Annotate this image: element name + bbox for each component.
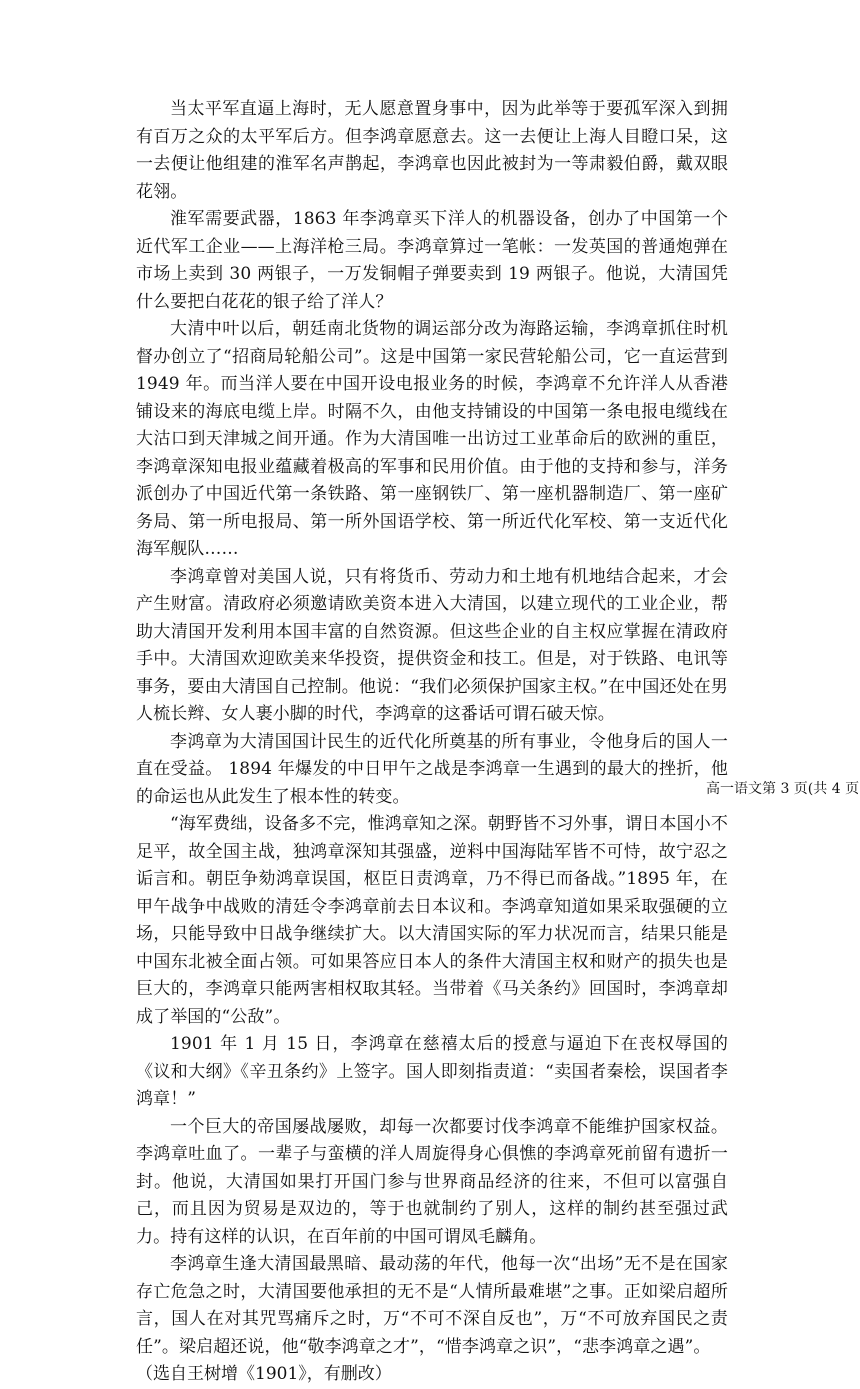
paragraph-5: 李鸿章为大清国国计民生的近代化所奠基的所有事业，令他身后的国人一直在受益。 1894 年爆发的中日甲午之战是李鸿章一生遇到的最大的挫折，他的命运也从此发生了根本性的转变。 bbox=[136, 731, 728, 807]
paragraph-7: 1901 年 1 月 15 日，李鸿章在慈禧太后的授意与逼迫下在丧权辱国的《议和大纲》《辛丑条约》上签字。国人即刻指责道：“卖国者秦桧，误国者李鸿章！” bbox=[136, 1034, 728, 1109]
paragraph-6: “海军费绌，设备多不完，惟鸿章知之深。朝野皆不习外事，谓日本国小不足平，故全国主战，独鸿章深知其强盛，逆料中国海陆军皆不可恃，故宁忍之诟言和。朝臣争劾鸿章误国，枢臣日责鸿章，乃不得已而备战。”1895 年，在甲午战争中战败的清廷令李鸿章前去日本议和。李鸿章知道如果采取强硬的立场，只能导致中日战争继续扩大。以大清国实际的军力状况而言，结果只能是中国东北被全面占领。可如果答应日本人的条件大清国主权和财产的损失也是巨大的，李鸿章只能两害相权取其轻。当带着《马关条约》回国时，李鸿章却成了举国的“公敌”。 bbox=[136, 814, 728, 1027]
paragraph-8: 一个巨大的帝国屡战屡败，却每一次都要讨伐李鸿章不能维护国家权益。李鸿章吐血了。一辈子与蛮横的洋人周旋得身心俱憔的李鸿章死前留有遗折一封。他说，大清国如果打开国门参与世界商品经济的往来，不但可以富强自己，而且因为贸易是双边的，等于也就制约了别人，这样的制约甚至强过武力。持有这样的认识，在百年前的中国可谓凤毛麟角。 bbox=[136, 1116, 728, 1247]
paragraph-9: 李鸿章生逢大清国最黑暗、最动荡的年代，他每一次“出场”无不是在国家存亡危急之时，大清国要他承担的无不是“人情所最难堪”之事。正如梁启超所言，国人在对其咒骂痛斥之时，万“不可不深自反也”，万“不可放弃国民之责任”。梁启超还说，他“敬李鸿章之才”，“惜李鸿章之识”，“悲李鸿章之遇”。 bbox=[136, 1254, 728, 1357]
page-number-footer: 高一语文第 3 页(共 4 页 bbox=[706, 781, 860, 797]
article-body bbox=[136, 96, 728, 1389]
paragraph-3: 大清中叶以后，朝廷南北货物的调运部分改为海路运输，李鸿章抓住时机督办创立了“招商局轮船公司”。这是中国第一家民营轮船公司，它一直运营到 1949 年。而当洋人要在中国开设电报业务的时候，李鸿章不允许洋人从香港铺设来的海底电缆上岸。时隔不久，由他支持铺设的中国第一条电报电缆线在大沽口到天津城之间开通。作为大清国唯一出访过工业革命后的欧洲的重臣，李鸿章深知电报业蕴藏着极高的军事和民用价值。由于他的支持和参与，洋务派创办了中国近代第一条铁路、第一座钢铁厂、第一座机器制造厂、第一座矿务局、第一所电报局、第一所外国语学校、第一所近代化军校、第一支近代化海军舰队…… bbox=[136, 319, 728, 559]
source-note: （选自王树增《1901》，有删改） bbox=[136, 1364, 392, 1384]
paragraph-1: 当太平军直逼上海时，无人愿意置身事中，因为此举等于要孤军深入到拥有百万之众的太平军后方。但李鸿章愿意去。这一去便让上海人目瞪口呆，这一去便让他组建的淮军名声鹊起，李鸿章也因此被封为一等肃毅伯爵，戴双眼花翎。 bbox=[136, 99, 728, 202]
paragraph-4: 李鸿章曾对美国人说，只有将货币、劳动力和土地有机地结合起来，才会产生财富。清政府必须邀请欧美资本进入大清国，以建立现代的工业企业，帮助大清国开发利用本国丰富的自然资源。但这些企业的自主权应掌握在清政府手中。大清国欢迎欧美来华投资，提供资金和技工。但是，对于铁路、电讯等事务，要由大清国自己控制。他说：“我们必须保护国家主权。”在中国还处在男人梳长辫、女人裹小脚的时代，李鸿章的这番话可谓石破天惊。 bbox=[136, 566, 728, 724]
paragraph-2: 淮军需要武器，1863 年李鸿章买下洋人的机器设备，创办了中国第一个近代军工企业——上海洋枪三局。李鸿章算过一笔帐：一发英国的普通炮弹在市场上卖到 30 两银子，一万发铜帽子弹要卖到 19 两银子。他说，大清国凭什么要把白花花的银子给了洋人？ bbox=[136, 209, 728, 312]
